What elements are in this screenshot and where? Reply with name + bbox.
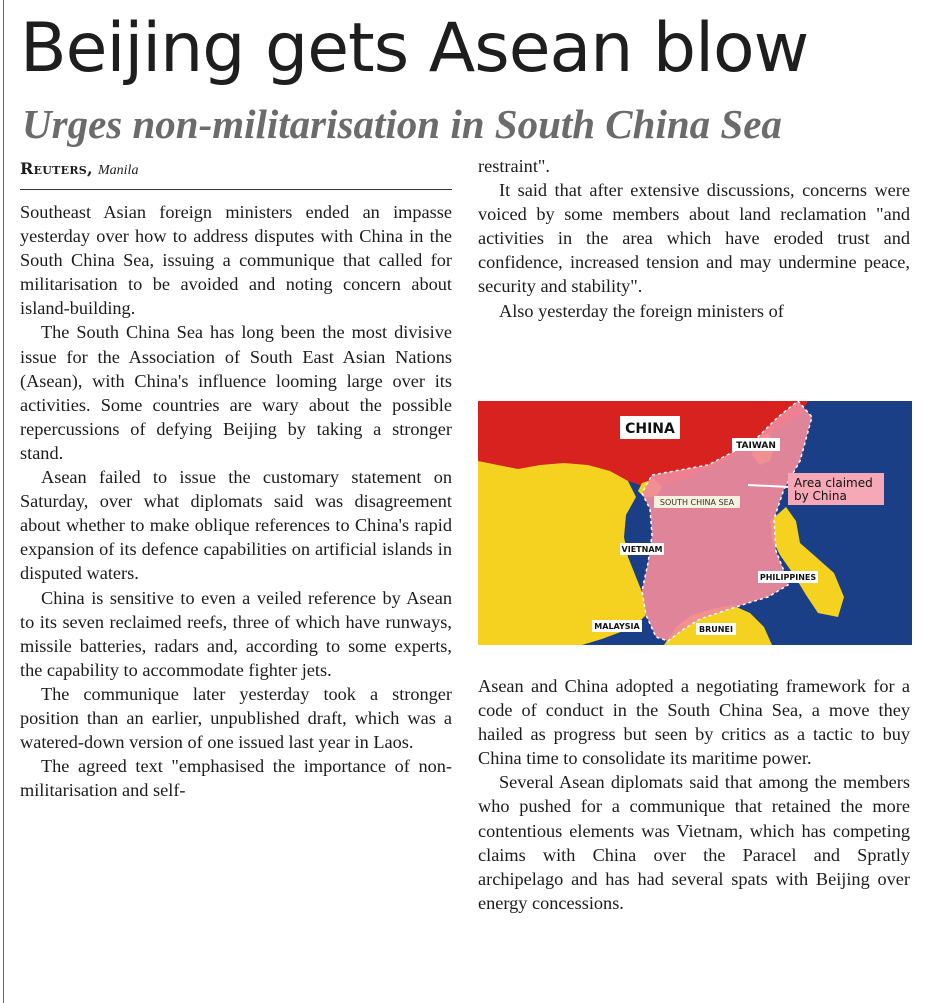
paragraph: The communique later yesterday took a stronger position than an earlier, unpublished draft, which was a watered-down version of one issued last year in Laos. xyxy=(20,683,452,753)
headline: Beijing gets Asean blow xyxy=(20,9,809,88)
paragraph: restraint". xyxy=(478,156,550,176)
subheadline: Urges non-militarisation in South China Sea xyxy=(22,101,782,147)
paragraph: Southeast Asian foreign ministers ended an impasse yesterday over how to address disputes with China in the South China Sea, issuing a communique that called for militarisation to be avoided and noting concern about island-building. xyxy=(20,202,452,319)
byline xyxy=(20,159,138,181)
map-label-philippines: PHILIPPINES xyxy=(759,573,817,582)
map-label-south-china-sea: SOUTH CHINA SEA xyxy=(659,498,735,507)
paragraph: Asean and China adopted a negotiating framework for a code of conduct in the South China Sea, a move they hailed as progress but seen by critics as a tactic to buy China time to consolidate its maritime power. xyxy=(478,676,910,769)
article-column-right-top xyxy=(478,154,910,323)
paragraph: It said that after extensive discussions, concerns were voiced by some members about land reclamation "and activities in the area which have eroded trust and confidence, increased tension and may undermine peace, security and stability". xyxy=(478,180,910,297)
paragraph: The South China Sea has long been the most divisive issue for the Association of South East Asian Nations (Asean), with China's influence looming large over its activities. Some countries are wary about the possible repercussions of defying Beijing by taking a stronger stand. xyxy=(20,322,452,463)
map-label-taiwan: TAIWAN xyxy=(736,441,776,451)
map-label-malaysia: MALAYSIA xyxy=(594,622,640,631)
byline-location: Manila xyxy=(98,163,139,178)
map-label-area-claimed-line2: by China xyxy=(794,489,847,503)
byline-rule xyxy=(20,189,452,190)
paragraph: The agreed text "emphasised the importance of non-militarisation and self- xyxy=(20,756,452,801)
map-label-area-claimed-line1: Area claimed xyxy=(794,476,873,490)
map-label-china: CHINA xyxy=(625,421,675,437)
paragraph: Asean failed to issue the customary statement on Saturday, over what diplomats said was disagreement about whether to make oblique references to China's rapid expansion of its defence capabilities on artificial islands in disputed waters. xyxy=(20,467,452,584)
map-label-brunei: BRUNEI xyxy=(699,625,733,634)
article-column-right-bottom xyxy=(478,674,910,915)
paragraph: Also yesterday the foreign ministers of xyxy=(499,300,784,321)
article-column-left xyxy=(20,200,452,802)
map-label-vietnam: VIETNAM xyxy=(621,545,663,554)
byline-agency: Reuters, xyxy=(20,159,93,178)
south-china-sea-map xyxy=(478,401,912,645)
paragraph: China is sensitive to even a veiled reference by Asean to its seven reclaimed reefs, three of which have runways, missile batteries, radars and, according to some experts, the capability to accommodate fighter jets. xyxy=(20,587,452,680)
page-left-rule xyxy=(3,0,4,1003)
paragraph: Several Asean diplomats said that among the members who pushed for a communique that retained the more contentious elements was Vietnam, which has competing claims with China over the Paracel and Spratly archipelago and has had several spats with Beijing over energy concessions. xyxy=(478,772,910,913)
